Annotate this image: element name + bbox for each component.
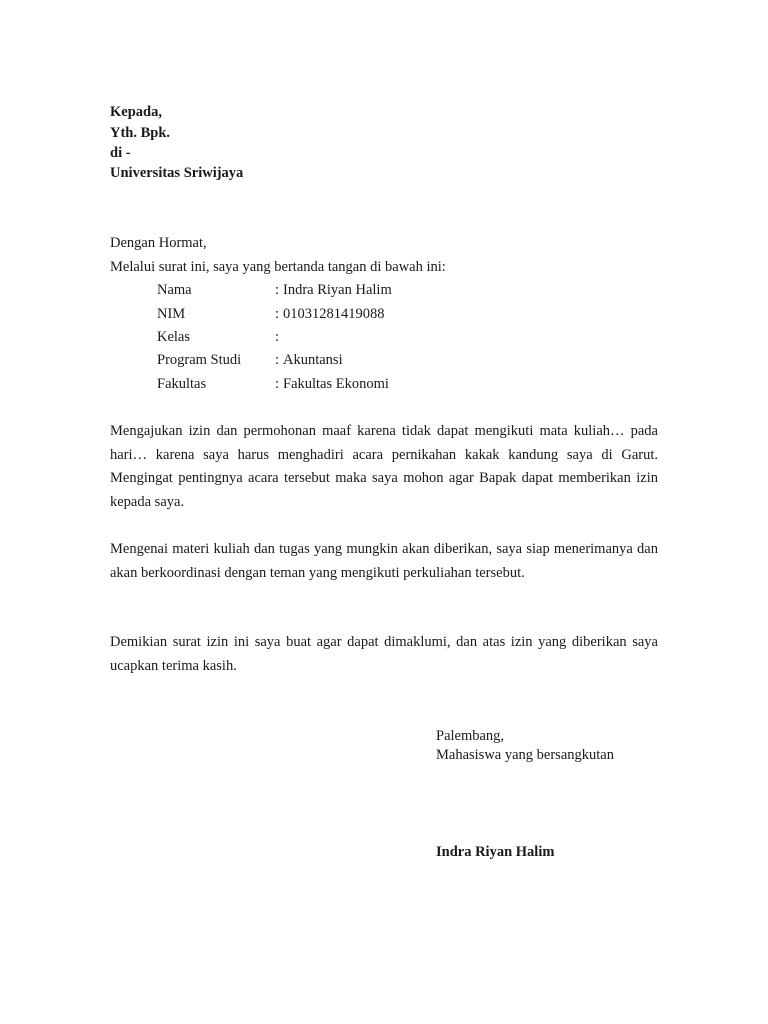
body-paragraph-2: Mengenai materi kuliah dan tugas yang mungkin akan diberikan, saya siap menerimanya dan akan berkoordinasi dengan teman yang mengikuti perkuliahan tersebut. <box>110 541 658 581</box>
identity-value: Fakultas Ekonomi <box>283 376 389 392</box>
identity-separator: : <box>275 352 280 368</box>
identity-separator: : <box>275 329 280 345</box>
identity-separator: : <box>275 282 280 298</box>
intro-text: Melalui surat ini, saya yang bertanda tangan di bawah ini: <box>110 259 446 275</box>
identity-separator: : <box>275 306 280 322</box>
identity-row-program-studi <box>157 350 457 370</box>
identity-label: Fakultas <box>157 376 207 392</box>
identity-value: 01031281419088 <box>283 306 385 322</box>
identity-separator: : <box>275 376 280 392</box>
identity-row-name <box>157 280 457 300</box>
closing-place: Palembang, <box>436 728 505 744</box>
identity-row-kelas <box>157 327 457 347</box>
signer-name: Indra Riyan Halim <box>436 844 555 860</box>
identity-label: Nama <box>157 282 192 298</box>
recipient-line-1: Kepada, <box>110 104 162 120</box>
salutation: Dengan Hormat, <box>110 235 207 251</box>
recipient-line-2: Yth. Bpk. <box>110 125 171 141</box>
identity-label: Program Studi <box>157 352 242 368</box>
identity-label: Kelas <box>157 329 191 345</box>
identity-value: Indra Riyan Halim <box>283 282 392 298</box>
identity-row-nim <box>157 304 457 324</box>
closing-role: Mahasiswa yang bersangkutan <box>436 747 614 763</box>
identity-label: NIM <box>157 306 186 322</box>
body-paragraph-1: Mengajukan izin dan permohonan maaf karena tidak dapat mengikuti mata kuliah… pada hari… karena saya harus menghadiri acara pernikahan kakak kandung saya di Garut. Mengingat pentingnya acara tersebut maka saya mohon agar Bapak dapat memberikan izin kepada saya. <box>110 423 658 510</box>
body-paragraph-3: Demikian surat izin ini saya buat agar dapat dimaklumi, dan atas izin yang diberikan saya ucapkan terima kasih. <box>110 634 658 674</box>
identity-row-fakultas <box>157 374 457 394</box>
identity-value: Akuntansi <box>283 352 343 368</box>
recipient-line-3: di - <box>110 145 131 161</box>
recipient-line-4: Universitas Sriwijaya <box>110 165 244 181</box>
